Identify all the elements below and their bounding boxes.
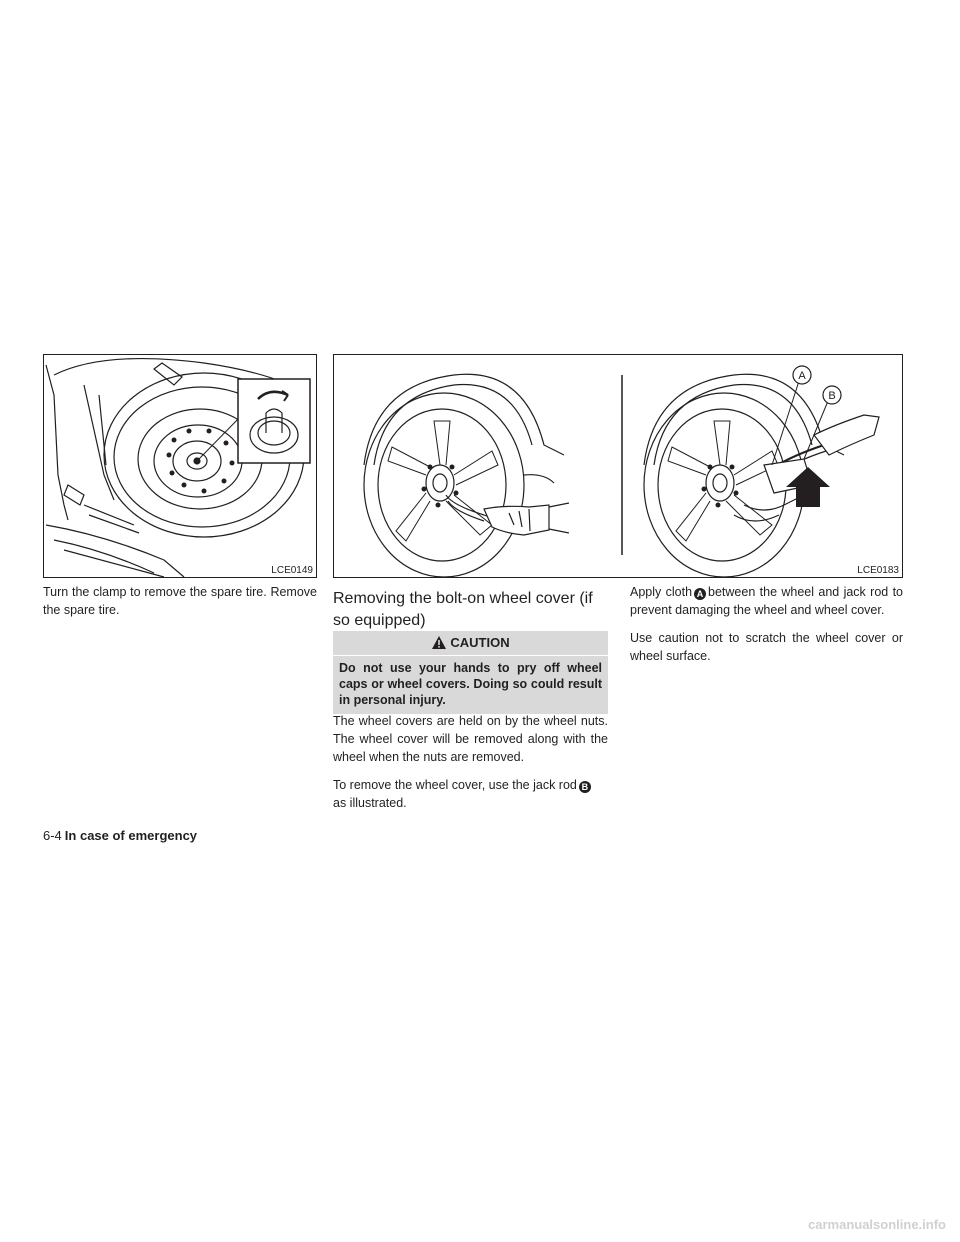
wheel-cover-paragraph: The wheel covers are held on by the wheel nuts. The wheel cover will be removed along with the wheel when the nuts are removed. <box>333 714 608 764</box>
caution-title: CAUTION <box>450 635 510 650</box>
cloth-paragraph: Apply cloth A between the wheel and jack rod to prevent damaging the wheel and wheel cover. <box>630 585 903 617</box>
page-number: 6-4 <box>43 828 62 843</box>
jack-rod-paragraph: To remove the wheel cover, use the jack rod B as illustrated. <box>333 776 608 812</box>
column-3-text <box>630 583 903 675</box>
column-1-text <box>43 583 317 629</box>
callout-a-label: A <box>798 370 806 382</box>
figure-id-label: LCE0183 <box>853 564 902 577</box>
scratch-caution-paragraph: Use caution not to scratch the wheel cover or wheel surface. <box>630 631 903 663</box>
section-heading: Removing the bolt-on wheel cover (if so equipped) <box>333 590 593 629</box>
warning-icon <box>431 635 447 650</box>
spare-tire-figure <box>43 354 317 578</box>
spare-tire-illustration <box>44 355 318 579</box>
watermark: carmanualsonline.info <box>808 1217 946 1232</box>
caution-header <box>333 631 608 656</box>
clamp-instruction: Turn the clamp to remove the spare tire. Remove the spare tire. <box>43 585 317 617</box>
figure-id-label: LCE0149 <box>267 564 316 577</box>
wheel-cover-figure <box>333 354 903 578</box>
caution-text: Do not use your hands to pry off wheel caps or wheel covers. Doing so could result in personal injury. <box>339 661 602 707</box>
section-title: In case of emergency <box>64 828 198 843</box>
page-footer <box>43 828 197 844</box>
ref-b-badge: B <box>579 781 591 793</box>
ref-a-badge: A <box>694 588 706 600</box>
caution-box <box>333 631 608 714</box>
callout-b-label: B <box>828 390 836 402</box>
wheel-cover-illustration <box>334 355 904 579</box>
column-2-text <box>333 712 608 822</box>
